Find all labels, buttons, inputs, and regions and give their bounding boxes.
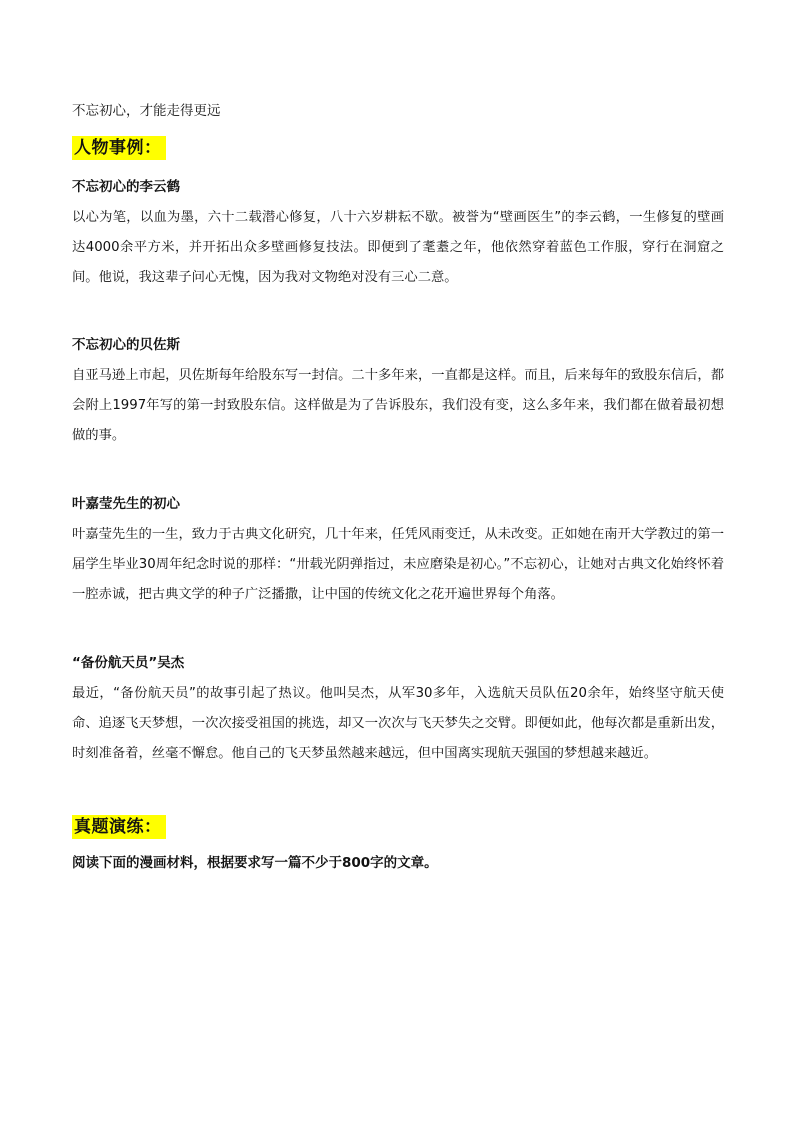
case-ye-jiaying <box>72 493 724 610</box>
case-title: “备份航天员”吴杰 <box>72 655 185 671</box>
case-wu-jie <box>72 652 724 769</box>
case-title: 不忘初心的李云鹤 <box>72 179 180 195</box>
case-bezos <box>72 334 724 451</box>
intro-line: 不忘初心，才能走得更远 <box>72 103 221 119</box>
exam-heading: 真题演练： <box>72 815 166 839</box>
case-li-yunhe <box>72 176 724 293</box>
case-body: 叶嘉莹先生的一生，致力于古典文化研究，几十年来，任凭风雨变迁，从未改变。正如她在南开大学教过的第一届学生毕业30周年纪念时说的那样：“卅载光阴弹指过，未应磨染是初心。”不忘初心，让她对古典文化始终怀着一腔赤诚，把古典文学的种子广泛播撒，让中国的传统文化之花开遍世界每个角落。 <box>72 527 724 602</box>
examples-heading: 人物事例： <box>72 136 166 160</box>
case-body: 以心为笔，以血为墨，六十二载潜心修复，八十六岁耕耘不歇。被誉为“壁画医生”的李云鹤，一生修复的壁画达4000余平方米，并开拓出众多壁画修复技法。即便到了耄耋之年，他依然穿着蓝色工作服，穿行在洞窟之间。他说，我这辈子问心无愧，因为我对文物绝对没有三心二意。 <box>72 210 724 285</box>
case-body: 自亚马逊上市起，贝佐斯每年给股东写一封信。二十多年来，一直都是这样。而且，后来每年的致股东信后，都会附上1997年写的第一封致股东信。这样做是为了告诉股东，我们没有变，这么多年来，我们都在做着最初想做的事。 <box>72 368 724 443</box>
case-title: 不忘初心的贝佐斯 <box>72 337 180 353</box>
case-title: 叶嘉莹先生的初心 <box>72 496 180 512</box>
case-body: 最近，“备份航天员”的故事引起了热议。他叫吴杰，从军30多年，入选航天员队伍20余年，始终坚守航天使命、追逐飞天梦想，一次次接受祖国的挑选，却又一次次与飞天梦失之交臂。即便如此，他每次都是重新出发，时刻准备着，丝毫不懈怠。他自己的飞天梦虽然越来越远，但中国离实现航天强国的梦想越来越近。 <box>72 686 724 761</box>
task-instruction: 阅读下面的漫画材料，根据要求写一篇不少于800字的文章。 <box>72 855 438 871</box>
